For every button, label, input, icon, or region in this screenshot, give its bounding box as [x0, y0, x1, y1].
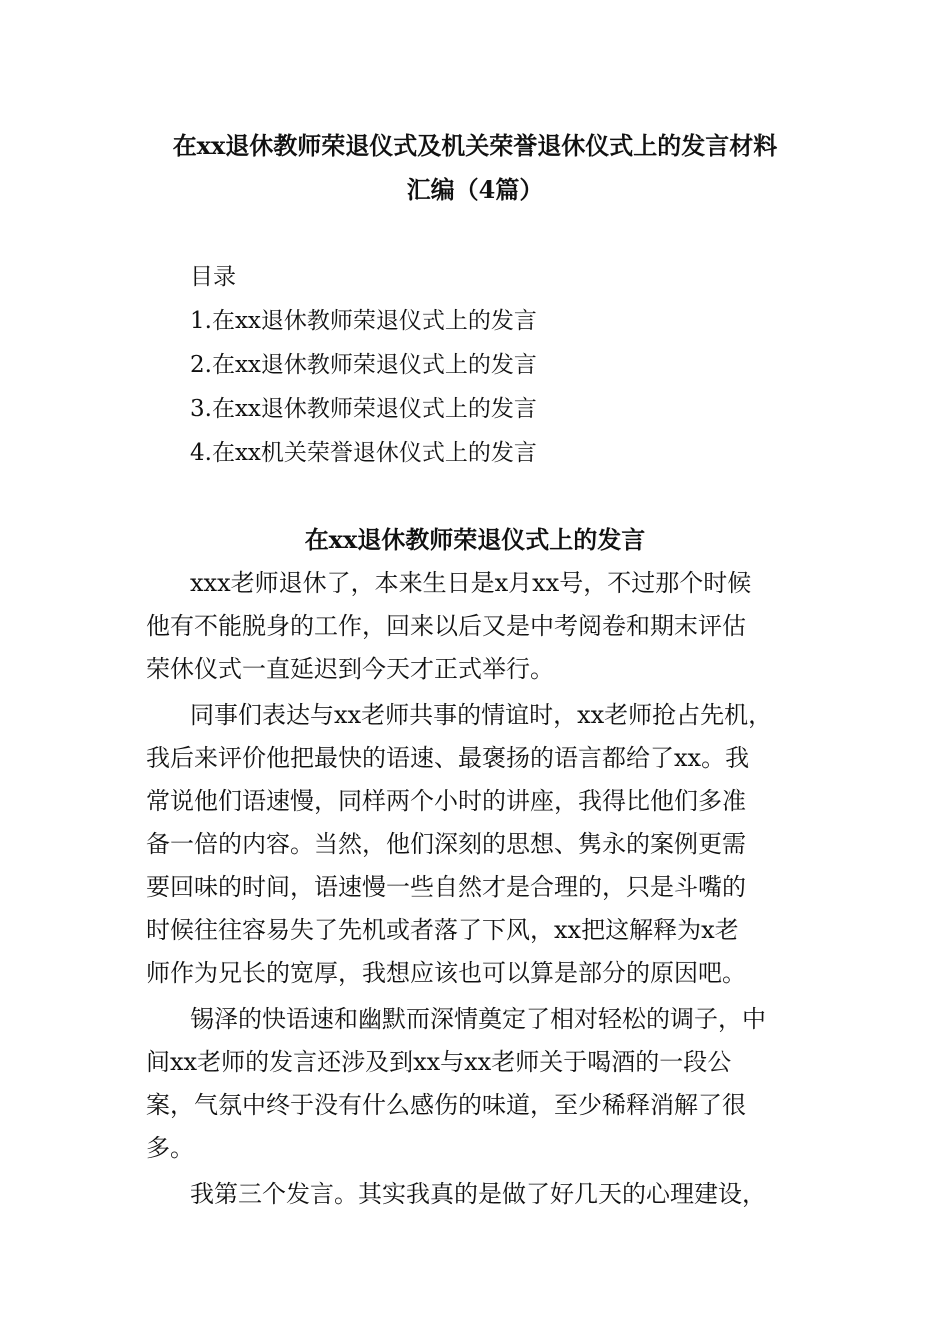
toc-item-3: 3.在xx退休教师荣退仪式上的发言 [190, 396, 537, 422]
body-line: 师作为兄长的宽厚，我想应该也可以算是部分的原因吧。 [146, 959, 746, 987]
body-line: 间xx老师的发言还涉及到xx与xx老师关于喝酒的一段公 [146, 1048, 732, 1076]
section-title: 在xx退休教师荣退仪式上的发言 [304, 525, 646, 554]
toc-item-4: 4.在xx机关荣誉退休仪式上的发言 [190, 440, 537, 466]
body-line: 锡泽的快语速和幽默而深情奠定了相对轻松的调子，中 [190, 1005, 766, 1033]
body-line: 荣休仪式一直延迟到今天才正式举行。 [146, 655, 554, 683]
body-line: 时候往往容易失了先机或者落了下风，xx把这解释为x老 [146, 916, 739, 944]
body-line: 我第三个发言。其实我真的是做了好几天的心理建设， [190, 1180, 766, 1208]
document-title-line-1: 在xx退休教师荣退仪式及机关荣誉退休仪式上的发言材料 [172, 131, 778, 160]
toc-item-2: 2.在xx退休教师荣退仪式上的发言 [190, 352, 537, 378]
body-line: 多。 [146, 1134, 194, 1162]
body-line: 我后来评价他把最快的语速、最褒扬的语言都给了xx。我 [146, 744, 750, 772]
body-line: 备一倍的内容。当然，他们深刻的思想、隽永的案例更需 [146, 830, 746, 858]
toc-heading: 目录 [190, 264, 236, 290]
body-line: 他有不能脱身的工作，回来以后又是中考阅卷和期末评估 [146, 612, 746, 640]
body-line: 案，气氛中终于没有什么感伤的味道，至少稀释消解了很 [146, 1091, 746, 1119]
document-title-line-2: 汇编（4篇） [406, 175, 544, 204]
toc-item-1: 1.在xx退休教师荣退仪式上的发言 [190, 308, 537, 334]
body-line: 常说他们语速慢，同样两个小时的讲座，我得比他们多准 [146, 787, 746, 815]
body-line: xxx老师退休了，本来生日是x月xx号，不过那个时候 [190, 569, 752, 597]
body-line: 要回味的时间，语速慢一些自然才是合理的，只是斗嘴的 [146, 873, 746, 901]
body-line: 同事们表达与xx老师共事的情谊时，xx老师抢占先机， [190, 701, 773, 729]
